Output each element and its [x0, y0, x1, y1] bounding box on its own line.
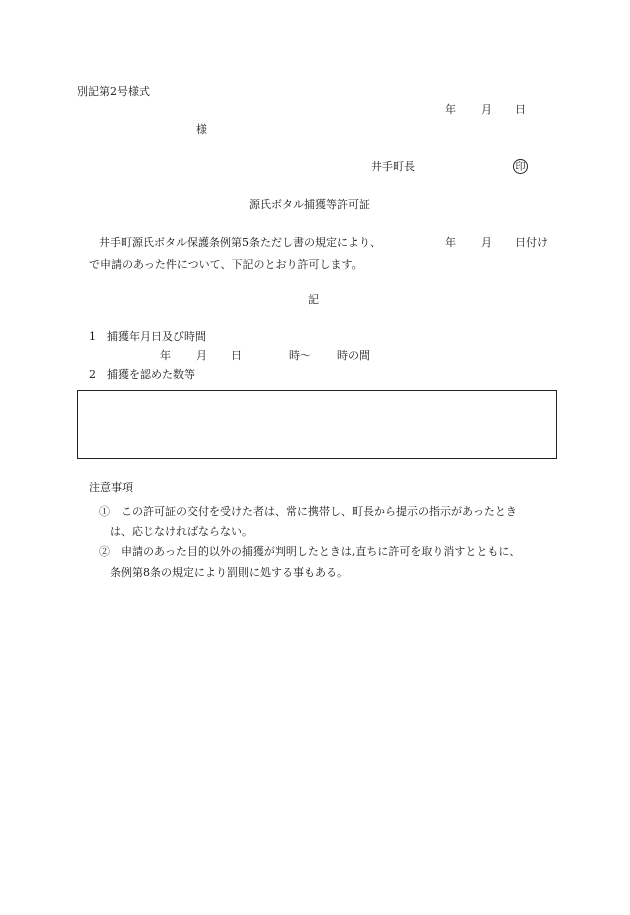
notes-heading: 注意事項 — [89, 481, 133, 494]
seal-icon: 印 — [513, 159, 528, 174]
note-2-line-1: ② 申請のあった目的以外の捕獲が判明したときは,直ちに許可を取り消すとともに、 — [99, 545, 521, 558]
item1-year: 年 — [160, 349, 171, 362]
body-line-2: で申請のあった件について、下記のとおり許可します。 — [89, 258, 363, 271]
date-day: 日 — [515, 103, 526, 116]
item1-day: 日 — [231, 349, 242, 362]
item1-time-from: 時～ — [289, 349, 311, 362]
note-1-line-2: は、応じなければならない。 — [110, 525, 253, 538]
item1-month: 月 — [196, 349, 207, 362]
note-2-line-2: 条例第8条の規定により罰則に処する事もある。 — [110, 566, 348, 579]
date-year: 年 — [445, 103, 456, 116]
body-month: 月 — [481, 236, 492, 249]
item2-label: 2 捕獲を認めた数等 — [89, 368, 195, 381]
count-box — [77, 390, 557, 459]
body-day-suffix: 日付け — [515, 236, 548, 249]
body-year: 年 — [445, 236, 456, 249]
item1-time-to: 時の間 — [337, 349, 370, 362]
item1-label: 1 捕獲年月日及び時間 — [89, 330, 206, 343]
ki-marker: 記 — [308, 293, 319, 306]
addressee-suffix: 様 — [196, 123, 207, 136]
body-line-1: 井手町源氏ボタル保護条例第5条ただし書の規定により、 — [99, 236, 381, 249]
date-month: 月 — [481, 103, 492, 116]
form-number: 別記第2号様式 — [77, 85, 150, 98]
document-title: 源氏ボタル捕獲等許可証 — [249, 198, 370, 211]
note-1-line-1: ① この許可証の交付を受けた者は、常に携帯し、町長から提示の指示があったとき — [99, 505, 517, 518]
issuer-name: 井手町長 — [371, 160, 415, 173]
